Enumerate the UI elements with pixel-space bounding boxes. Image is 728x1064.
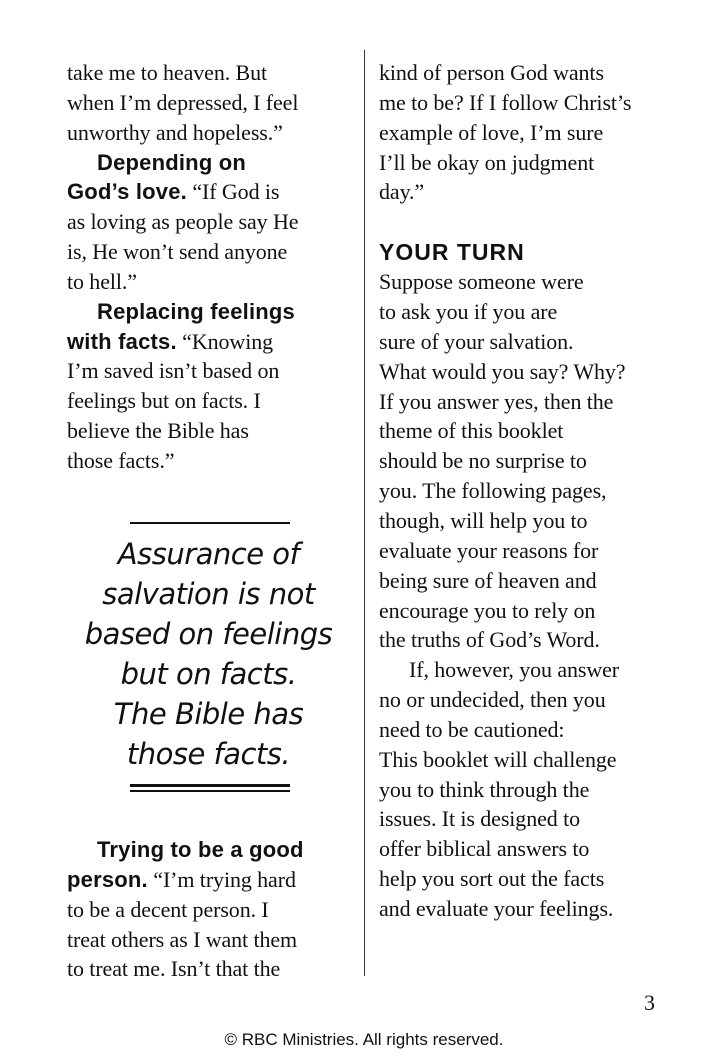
text-line: evaluate your reasons for xyxy=(379,537,599,563)
replacing-heading-end: with facts. xyxy=(67,328,177,354)
right-column xyxy=(379,58,679,924)
spacer xyxy=(379,207,679,237)
pull-quote-top-rule xyxy=(130,522,290,524)
text-line: to be a decent person. I xyxy=(67,896,269,922)
depending-heading-end: God’s love. xyxy=(67,179,187,205)
pull-quote-line: The Bible has xyxy=(113,697,304,731)
text-line: sure of your salvation. xyxy=(379,328,574,354)
page-number: 3 xyxy=(644,990,655,1015)
text-line: need to be cautioned: xyxy=(379,716,565,742)
trying-heading: Trying to be a good xyxy=(97,837,304,862)
text-line: help you sort out the facts xyxy=(379,866,605,892)
pull-quote-line: those facts. xyxy=(126,737,291,771)
text-line: What would you say? Why? xyxy=(379,358,626,384)
text-line: unworthy and hopeless.” xyxy=(67,119,283,145)
depending-heading: Depending on xyxy=(97,149,247,175)
text-line: believe the Bible has xyxy=(67,418,249,444)
text-line: you to think through the xyxy=(379,776,590,802)
pull-quote-bottom-rule xyxy=(130,784,290,792)
text-line: those facts.” xyxy=(67,447,175,473)
left-column xyxy=(67,58,350,476)
column-divider xyxy=(364,50,365,976)
text-line: is, He won’t send anyone xyxy=(67,239,288,265)
text-line xyxy=(67,327,350,357)
pull-quote-line: based on feelings xyxy=(84,617,333,651)
pull-quote-line: salvation is not xyxy=(102,577,315,611)
text-line: when I’m depressed, I feel xyxy=(67,89,299,115)
text-line: and evaluate your feelings. xyxy=(379,895,614,921)
text-line: day.” xyxy=(379,179,425,205)
replacing-heading: Replacing feelings xyxy=(97,298,295,324)
text-line xyxy=(67,177,350,207)
replacing-heading-line xyxy=(67,297,350,327)
text-line: If, however, you answer xyxy=(409,657,620,683)
depending-text-start: “If God is xyxy=(186,179,280,205)
pull-quote-line: Assurance of xyxy=(117,537,300,571)
text-line: encourage you to rely on xyxy=(379,597,596,623)
your-turn-heading: YOUR TURN xyxy=(379,239,525,266)
text-line: though, will help you to xyxy=(379,507,588,533)
depending-heading-line xyxy=(67,148,350,178)
text-line: treat others as I want them xyxy=(67,926,298,952)
text-line: as loving as people say He xyxy=(67,209,299,235)
text-line: issues. It is designed to xyxy=(379,806,580,832)
text-line: kind of person God wants xyxy=(379,60,604,85)
trying-text-start: “I’m trying hard xyxy=(147,866,296,892)
replacing-text-start: “Knowing xyxy=(176,328,274,354)
text-line: to ask you if you are xyxy=(379,299,558,325)
pull-quote-line: but on facts. xyxy=(120,657,297,691)
copyright-footer: © RBC Ministries. All rights reserved. xyxy=(224,1030,504,1049)
text-line: offer biblical answers to xyxy=(379,836,590,862)
text-line: should be no surprise to xyxy=(379,448,587,474)
text-line: Suppose someone were xyxy=(379,269,584,295)
text-line: take me to heaven. But xyxy=(67,60,268,85)
text-line: to hell.” xyxy=(67,268,137,294)
text-line: me to be? If I follow Christ’s xyxy=(379,89,632,115)
trying-heading-end: person. xyxy=(67,866,148,892)
left-column-bottom xyxy=(67,835,350,984)
text-line: I’m saved isn’t based on xyxy=(67,358,280,384)
trying-heading-line xyxy=(67,835,350,865)
text-line: you. The following pages, xyxy=(379,478,607,504)
text-line: to treat me. Isn’t that the xyxy=(67,956,281,982)
text-line: This booklet will challenge xyxy=(379,746,617,772)
text-line xyxy=(67,865,350,895)
text-line: I’ll be okay on judgment xyxy=(379,149,595,175)
text-line: example of love, I’m sure xyxy=(379,119,604,145)
pull-quote-text xyxy=(67,534,350,774)
text-line: being sure of heaven and xyxy=(379,567,597,593)
text-line: no or undecided, then you xyxy=(379,687,606,713)
text-line: the truths of God’s Word. xyxy=(379,627,600,653)
text-line: feelings but on facts. I xyxy=(67,388,261,414)
text-line: theme of this booklet xyxy=(379,418,564,444)
text-line: If you answer yes, then the xyxy=(379,388,614,414)
